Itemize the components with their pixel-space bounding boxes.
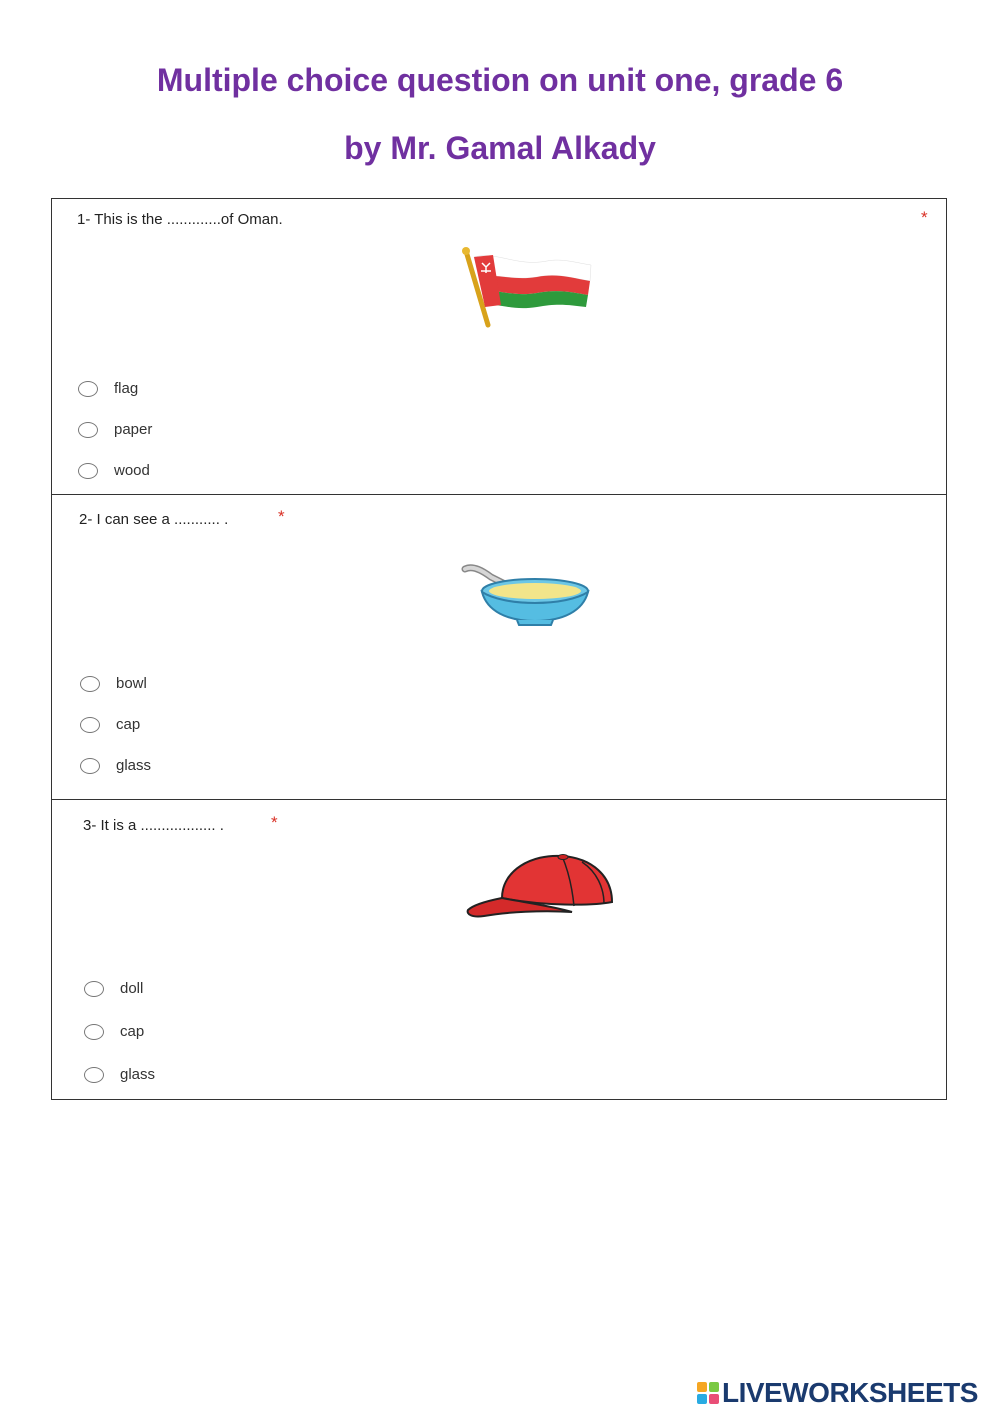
- liveworksheets-logo: [697, 1377, 978, 1409]
- option-label: wood: [114, 462, 150, 479]
- question-card-2: [51, 494, 947, 800]
- radio-button[interactable]: [80, 717, 100, 733]
- option-glass[interactable]: [80, 757, 151, 774]
- option-label: paper: [114, 421, 153, 438]
- radio-button[interactable]: [80, 676, 100, 692]
- radio-button[interactable]: [78, 422, 98, 438]
- option-label: flag: [114, 380, 139, 397]
- option-label: bowl: [116, 675, 147, 692]
- option-paper[interactable]: [78, 421, 152, 438]
- option-label: cap: [116, 716, 141, 733]
- question-text: 3- It is a .................. .: [83, 817, 224, 834]
- required-mark: *: [278, 507, 285, 526]
- question-card-3: [51, 799, 947, 1100]
- option-bowl[interactable]: [80, 675, 147, 692]
- question-card-1: [51, 198, 947, 495]
- option-cap[interactable]: [80, 716, 140, 733]
- logo-mark-icon: [697, 1382, 719, 1404]
- option-label: glass: [120, 1066, 156, 1083]
- author-line: by Mr. Gamal Alkady: [344, 130, 656, 166]
- brand-name: LIVEWORKSHEETS: [722, 1377, 978, 1408]
- bowl-icon: [457, 561, 597, 629]
- radio-button[interactable]: [80, 758, 100, 774]
- radio-button[interactable]: [78, 463, 98, 479]
- radio-button[interactable]: [78, 381, 98, 397]
- question-text: 1- This is the .............of Oman.: [77, 211, 283, 228]
- radio-button[interactable]: [84, 1067, 104, 1083]
- oman-flag-icon: [457, 243, 602, 333]
- option-glass[interactable]: [84, 1066, 155, 1083]
- radio-button[interactable]: [84, 981, 104, 997]
- required-mark: *: [271, 813, 278, 832]
- page-title: Multiple choice question on unit one, grade 6: [156, 62, 844, 98]
- option-label: doll: [120, 980, 144, 997]
- option-flag[interactable]: [78, 380, 138, 397]
- option-cap[interactable]: [84, 1023, 144, 1040]
- option-wood[interactable]: [78, 462, 150, 479]
- option-label: cap: [120, 1023, 145, 1040]
- radio-button[interactable]: [84, 1024, 104, 1040]
- required-mark: *: [921, 208, 928, 227]
- cap-icon: [462, 850, 617, 925]
- option-doll[interactable]: [84, 980, 143, 997]
- question-text: 2- I can see a ........... .: [79, 511, 229, 528]
- option-label: glass: [116, 757, 152, 774]
